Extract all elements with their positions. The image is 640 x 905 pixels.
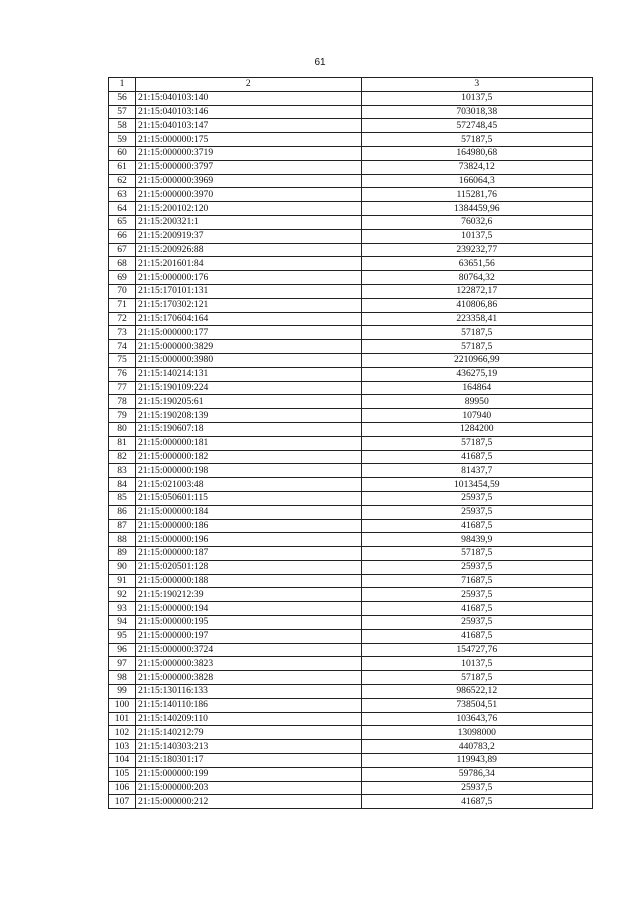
row-number-cell: 90 <box>109 560 136 574</box>
cadastral-number-cell: 21:15:140110:186 <box>135 698 361 712</box>
row-number-cell: 63 <box>109 188 136 202</box>
cadastral-number-cell: 21:15:000000:3823 <box>135 657 361 671</box>
row-number-cell: 106 <box>109 781 136 795</box>
table-row <box>109 478 593 492</box>
value-cell: 10137,5 <box>361 229 592 243</box>
row-number-cell: 102 <box>109 726 136 740</box>
cadastral-number-cell: 21:15:190607:18 <box>135 422 361 436</box>
row-number-cell: 65 <box>109 215 136 229</box>
table-row <box>109 588 593 602</box>
cadastral-number-cell: 21:15:170302:121 <box>135 298 361 312</box>
table-row <box>109 119 593 133</box>
value-cell: 57187,5 <box>361 326 592 340</box>
cadastral-number-cell: 21:15:190208:139 <box>135 409 361 423</box>
table-row <box>109 271 593 285</box>
table-row <box>109 367 593 381</box>
value-cell: 703018,38 <box>361 105 592 119</box>
row-number-cell: 91 <box>109 574 136 588</box>
value-cell: 13098000 <box>361 726 592 740</box>
table-row <box>109 133 593 147</box>
cadastral-number-cell: 21:15:140209:110 <box>135 712 361 726</box>
data-table <box>108 77 593 809</box>
cadastral-number-cell: 21:15:021003:48 <box>135 478 361 492</box>
cadastral-number-cell: 21:15:000000:187 <box>135 547 361 561</box>
value-cell: 25937,5 <box>361 616 592 630</box>
cadastral-number-cell: 21:15:000000:184 <box>135 505 361 519</box>
value-cell: 1284200 <box>361 422 592 436</box>
table-row <box>109 146 593 160</box>
value-cell: 41687,5 <box>361 629 592 643</box>
row-number-cell: 60 <box>109 146 136 160</box>
table-row <box>109 767 593 781</box>
row-number-cell: 107 <box>109 795 136 809</box>
value-cell: 25937,5 <box>361 505 592 519</box>
value-cell: 10137,5 <box>361 91 592 105</box>
row-number-cell: 76 <box>109 367 136 381</box>
cadastral-number-cell: 21:15:000000:194 <box>135 602 361 616</box>
cadastral-number-cell: 21:15:000000:203 <box>135 781 361 795</box>
value-cell: 436275,19 <box>361 367 592 381</box>
row-number-cell: 95 <box>109 629 136 643</box>
table-row <box>109 188 593 202</box>
row-number-cell: 99 <box>109 685 136 699</box>
cadastral-number-cell: 21:15:000000:3724 <box>135 643 361 657</box>
cadastral-number-cell: 21:15:190109:224 <box>135 381 361 395</box>
table-row <box>109 409 593 423</box>
value-cell: 57187,5 <box>361 340 592 354</box>
table-row <box>109 312 593 326</box>
table-row <box>109 616 593 630</box>
value-cell: 25937,5 <box>361 588 592 602</box>
cadastral-number-cell: 21:15:000000:3969 <box>135 174 361 188</box>
row-number-cell: 68 <box>109 257 136 271</box>
cadastral-number-cell: 21:15:000000:196 <box>135 533 361 547</box>
table-row <box>109 450 593 464</box>
cadastral-number-cell: 21:15:140303:213 <box>135 740 361 754</box>
row-number-cell: 97 <box>109 657 136 671</box>
row-number-cell: 86 <box>109 505 136 519</box>
value-cell: 76032,6 <box>361 215 592 229</box>
row-number-cell: 80 <box>109 422 136 436</box>
column-header-1: 1 <box>109 78 136 92</box>
cadastral-number-cell: 21:15:040103:140 <box>135 91 361 105</box>
value-cell: 1384459,96 <box>361 202 592 216</box>
cadastral-number-cell: 21:15:200321:1 <box>135 215 361 229</box>
row-number-cell: 78 <box>109 395 136 409</box>
row-number-cell: 98 <box>109 671 136 685</box>
value-cell: 239232,77 <box>361 243 592 257</box>
cadastral-number-cell: 21:15:000000:186 <box>135 519 361 533</box>
table-row <box>109 657 593 671</box>
value-cell: 63651,56 <box>361 257 592 271</box>
table-row <box>109 602 593 616</box>
value-cell: 73824,12 <box>361 160 592 174</box>
row-number-cell: 84 <box>109 478 136 492</box>
table-row <box>109 740 593 754</box>
table-row <box>109 560 593 574</box>
row-number-cell: 75 <box>109 353 136 367</box>
row-number-cell: 69 <box>109 271 136 285</box>
cadastral-number-cell: 21:15:050601:115 <box>135 491 361 505</box>
table-row <box>109 353 593 367</box>
value-cell: 57187,5 <box>361 436 592 450</box>
table-row <box>109 574 593 588</box>
cadastral-number-cell: 21:15:140212:79 <box>135 726 361 740</box>
row-number-cell: 81 <box>109 436 136 450</box>
table-row <box>109 712 593 726</box>
table-row <box>109 781 593 795</box>
cadastral-number-cell: 21:15:000000:3719 <box>135 146 361 160</box>
table-row <box>109 491 593 505</box>
cadastral-number-cell: 21:15:200926:88 <box>135 243 361 257</box>
table-row <box>109 229 593 243</box>
table-body <box>109 91 593 808</box>
row-number-cell: 58 <box>109 119 136 133</box>
value-cell: 154727,76 <box>361 643 592 657</box>
value-cell: 164864 <box>361 381 592 395</box>
cadastral-number-cell: 21:15:000000:212 <box>135 795 361 809</box>
table-row <box>109 243 593 257</box>
row-number-cell: 93 <box>109 602 136 616</box>
table-header-row <box>109 78 593 92</box>
table-row <box>109 795 593 809</box>
value-cell: 25937,5 <box>361 781 592 795</box>
table-row <box>109 160 593 174</box>
table-row <box>109 547 593 561</box>
value-cell: 71687,5 <box>361 574 592 588</box>
row-number-cell: 72 <box>109 312 136 326</box>
table-row <box>109 505 593 519</box>
cadastral-number-cell: 21:15:000000:182 <box>135 450 361 464</box>
value-cell: 572748,45 <box>361 119 592 133</box>
table-row <box>109 671 593 685</box>
row-number-cell: 79 <box>109 409 136 423</box>
table-row <box>109 685 593 699</box>
value-cell: 122872,17 <box>361 284 592 298</box>
cadastral-number-cell: 21:15:200102:120 <box>135 202 361 216</box>
value-cell: 25937,5 <box>361 491 592 505</box>
cadastral-number-cell: 21:15:040103:146 <box>135 105 361 119</box>
value-cell: 89950 <box>361 395 592 409</box>
cadastral-number-cell: 21:15:000000:177 <box>135 326 361 340</box>
value-cell: 119943,89 <box>361 754 592 768</box>
cadastral-number-cell: 21:15:040103:147 <box>135 119 361 133</box>
cadastral-number-cell: 21:15:000000:3980 <box>135 353 361 367</box>
column-header-3: 3 <box>361 78 592 92</box>
cadastral-number-cell: 21:15:170604:164 <box>135 312 361 326</box>
value-cell: 1013454,59 <box>361 478 592 492</box>
row-number-cell: 61 <box>109 160 136 174</box>
table-row <box>109 533 593 547</box>
row-number-cell: 88 <box>109 533 136 547</box>
table-row <box>109 202 593 216</box>
table-row <box>109 257 593 271</box>
row-number-cell: 94 <box>109 616 136 630</box>
table-row <box>109 215 593 229</box>
row-number-cell: 67 <box>109 243 136 257</box>
value-cell: 738504,51 <box>361 698 592 712</box>
table-row <box>109 174 593 188</box>
row-number-cell: 104 <box>109 754 136 768</box>
cadastral-number-cell: 21:15:000000:175 <box>135 133 361 147</box>
value-cell: 41687,5 <box>361 519 592 533</box>
row-number-cell: 66 <box>109 229 136 243</box>
table-row <box>109 519 593 533</box>
table-row <box>109 643 593 657</box>
row-number-cell: 77 <box>109 381 136 395</box>
row-number-cell: 101 <box>109 712 136 726</box>
cadastral-number-cell: 21:15:140214:131 <box>135 367 361 381</box>
value-cell: 10137,5 <box>361 657 592 671</box>
row-number-cell: 83 <box>109 464 136 478</box>
value-cell: 57187,5 <box>361 547 592 561</box>
row-number-cell: 73 <box>109 326 136 340</box>
cadastral-number-cell: 21:15:170101:131 <box>135 284 361 298</box>
value-cell: 57187,5 <box>361 133 592 147</box>
row-number-cell: 100 <box>109 698 136 712</box>
row-number-cell: 62 <box>109 174 136 188</box>
value-cell: 59786,34 <box>361 767 592 781</box>
value-cell: 57187,5 <box>361 671 592 685</box>
cadastral-number-cell: 21:15:000000:199 <box>135 767 361 781</box>
cadastral-number-cell: 21:15:000000:3829 <box>135 340 361 354</box>
cadastral-number-cell: 21:15:180301:17 <box>135 754 361 768</box>
value-cell: 41687,5 <box>361 795 592 809</box>
value-cell: 103643,76 <box>361 712 592 726</box>
value-cell: 41687,5 <box>361 602 592 616</box>
cadastral-number-cell: 21:15:000000:3797 <box>135 160 361 174</box>
cadastral-number-cell: 21:15:020501:128 <box>135 560 361 574</box>
table-row <box>109 754 593 768</box>
row-number-cell: 70 <box>109 284 136 298</box>
value-cell: 98439,9 <box>361 533 592 547</box>
value-cell: 986522,12 <box>361 685 592 699</box>
cadastral-number-cell: 21:15:130116:133 <box>135 685 361 699</box>
cadastral-number-cell: 21:15:000000:197 <box>135 629 361 643</box>
table-row <box>109 698 593 712</box>
row-number-cell: 103 <box>109 740 136 754</box>
value-cell: 41687,5 <box>361 450 592 464</box>
value-cell: 410806,86 <box>361 298 592 312</box>
cadastral-number-cell: 21:15:000000:181 <box>135 436 361 450</box>
cadastral-number-cell: 21:15:200919:37 <box>135 229 361 243</box>
value-cell: 2210966,99 <box>361 353 592 367</box>
cadastral-number-cell: 21:15:201601:84 <box>135 257 361 271</box>
table-row <box>109 105 593 119</box>
value-cell: 115281,76 <box>361 188 592 202</box>
cadastral-number-cell: 21:15:000000:176 <box>135 271 361 285</box>
table-row <box>109 340 593 354</box>
table-row <box>109 395 593 409</box>
row-number-cell: 74 <box>109 340 136 354</box>
cadastral-number-cell: 21:15:190212:39 <box>135 588 361 602</box>
table-row <box>109 284 593 298</box>
table-row <box>109 726 593 740</box>
row-number-cell: 105 <box>109 767 136 781</box>
row-number-cell: 71 <box>109 298 136 312</box>
value-cell: 223358,41 <box>361 312 592 326</box>
page-number: 61 <box>314 57 326 68</box>
row-number-cell: 87 <box>109 519 136 533</box>
table-row <box>109 436 593 450</box>
cadastral-number-cell: 21:15:000000:188 <box>135 574 361 588</box>
row-number-cell: 56 <box>109 91 136 105</box>
value-cell: 80764,32 <box>361 271 592 285</box>
value-cell: 107940 <box>361 409 592 423</box>
table-row <box>109 326 593 340</box>
row-number-cell: 92 <box>109 588 136 602</box>
column-header-2: 2 <box>135 78 361 92</box>
table-row <box>109 298 593 312</box>
value-cell: 25937,5 <box>361 560 592 574</box>
table-row <box>109 422 593 436</box>
table-row <box>109 464 593 478</box>
value-cell: 166064,3 <box>361 174 592 188</box>
cadastral-number-cell: 21:15:000000:3828 <box>135 671 361 685</box>
row-number-cell: 89 <box>109 547 136 561</box>
table-row <box>109 629 593 643</box>
table-row <box>109 381 593 395</box>
table-row <box>109 91 593 105</box>
cadastral-number-cell: 21:15:000000:3970 <box>135 188 361 202</box>
row-number-cell: 82 <box>109 450 136 464</box>
cadastral-number-cell: 21:15:000000:198 <box>135 464 361 478</box>
value-cell: 81437,7 <box>361 464 592 478</box>
value-cell: 164980,68 <box>361 146 592 160</box>
row-number-cell: 59 <box>109 133 136 147</box>
row-number-cell: 64 <box>109 202 136 216</box>
row-number-cell: 85 <box>109 491 136 505</box>
value-cell: 440783,2 <box>361 740 592 754</box>
row-number-cell: 96 <box>109 643 136 657</box>
row-number-cell: 57 <box>109 105 136 119</box>
cadastral-number-cell: 21:15:190205:61 <box>135 395 361 409</box>
cadastral-number-cell: 21:15:000000:195 <box>135 616 361 630</box>
